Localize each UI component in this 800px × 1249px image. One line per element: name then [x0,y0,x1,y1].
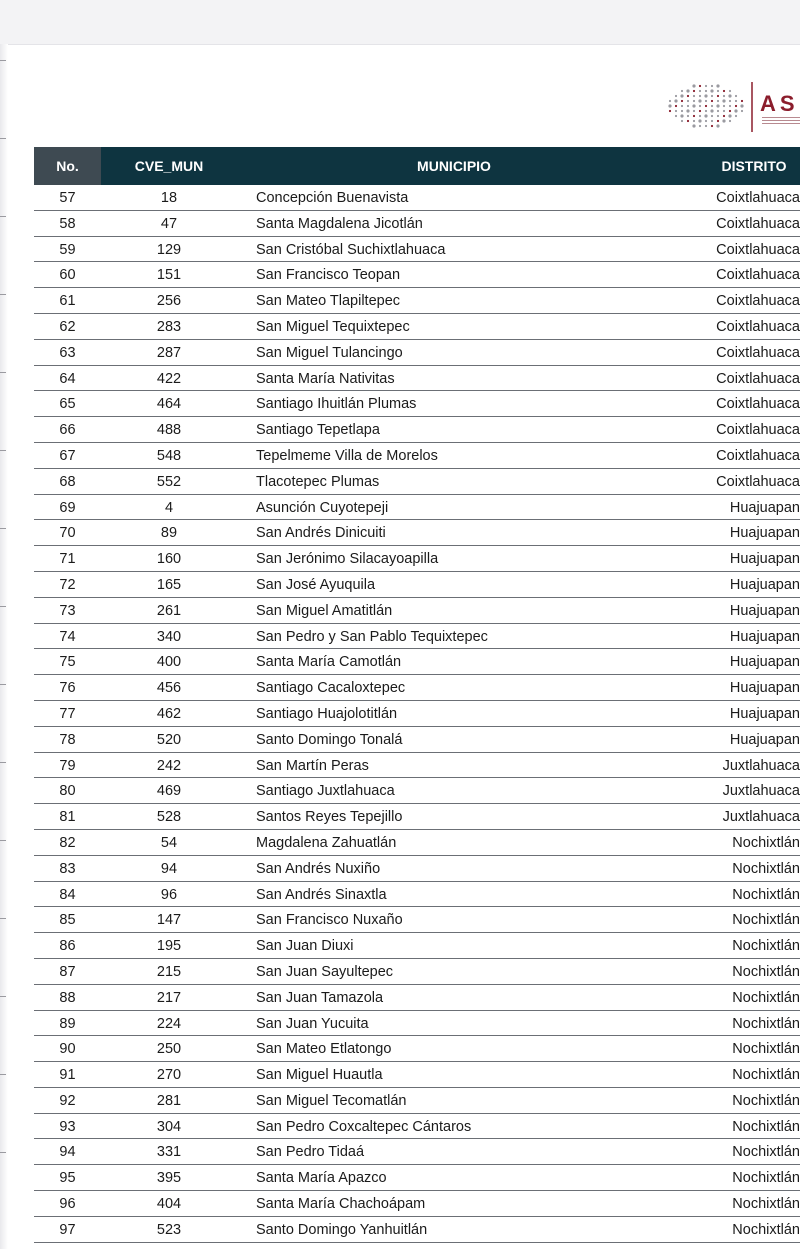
row-distrito: Coixtlahuaca [716,267,800,284]
table-row [34,1191,800,1217]
row-distrito: Nochixtlán [732,1015,800,1032]
row-municipio: San Pedro y San Pablo Tequixtepec [256,628,488,645]
row-number: 72 [59,576,76,593]
row-distrito: Nochixtlán [732,1221,800,1238]
table-row [34,546,800,572]
row-number: 96 [59,1196,76,1213]
logo-acronym: AS [760,91,799,116]
row-distrito: Huajuapan [729,499,800,516]
row-number: 61 [59,293,76,310]
row-number: 79 [59,757,76,774]
row-number: 58 [59,215,76,232]
row-cve-mun: 256 [156,293,182,310]
row-distrito: Coixtlahuaca [716,473,800,490]
row-number: 85 [59,912,76,929]
row-municipio: Santo Domingo Yanhuitlán [256,1221,428,1238]
row-cve-mun: 165 [156,576,182,593]
row-cve-mun: 96 [160,886,178,903]
row-municipio: San Francisco Nuxaño [256,912,403,929]
table-row [34,1036,800,1062]
row-distrito: Huajuapan [729,680,800,697]
header-distrito: DISTRITO [721,158,787,174]
row-number: 67 [59,447,76,464]
table-row [34,443,800,469]
row-distrito: Nochixtlán [732,912,800,929]
row-distrito: Huajuapan [729,654,800,671]
row-number: 70 [59,525,76,542]
row-cve-mun: 395 [156,1170,182,1187]
row-cve-mun: 523 [156,1221,182,1238]
row-municipio: San Jerónimo Silacayoapilla [256,551,439,568]
table-row [34,391,800,417]
row-cve-mun: 270 [156,1067,182,1084]
row-cve-mun: 217 [156,989,182,1006]
table-row [34,701,800,727]
header-cve-mun: CVE_MUN [134,158,204,174]
row-distrito: Huajuapan [729,705,800,722]
table-row [34,1165,800,1191]
table-row [34,675,800,701]
table-row [34,727,800,753]
header-municipio: MUNICIPIO [417,158,491,174]
row-distrito: Coixtlahuaca [716,344,800,361]
row-municipio: Santiago Ihuitlán Plumas [256,396,417,413]
row-number: 89 [59,1015,76,1032]
row-cve-mun: 462 [156,705,182,722]
row-municipio: San Martín Peras [256,757,369,774]
row-number: 93 [59,1118,76,1135]
table-row [34,933,800,959]
row-number: 88 [59,989,76,1006]
row-cve-mun: 47 [160,215,178,232]
table-row [34,959,800,985]
row-cve-mun: 250 [156,1041,182,1058]
table-row [34,262,800,288]
viewer-top-bar [0,0,800,45]
table-row [34,572,800,598]
row-number: 75 [59,654,76,671]
row-number: 60 [59,267,76,284]
row-distrito: Coixtlahuaca [716,370,800,387]
row-municipio: Santa María Nativitas [256,370,395,387]
table-row [34,1217,800,1243]
row-cve-mun: 469 [156,783,182,800]
table-row [34,882,800,908]
row-cve-mun: 224 [156,1015,182,1032]
row-distrito: Coixtlahuaca [716,190,800,206]
row-municipio: San Juan Sayultepec [256,963,394,980]
row-municipio: San Miguel Amatitlán [256,602,393,619]
row-cve-mun: 160 [156,551,182,568]
row-number: 80 [59,783,76,800]
row-cve-mun: 18 [160,190,178,206]
row-cve-mun: 242 [156,757,182,774]
row-number: 84 [59,886,76,903]
row-cve-mun: 304 [156,1118,182,1135]
row-municipio: San Mateo Tlapiltepec [256,293,401,310]
table-row [34,211,800,237]
table-row [34,417,800,443]
row-distrito: Juxtlahuaca [722,809,800,826]
row-municipio: Santiago Juxtlahuaca [256,783,395,800]
row-number: 90 [59,1041,76,1058]
table-row [34,1062,800,1088]
row-cve-mun: 283 [156,318,182,335]
row-cve-mun: 548 [156,447,182,464]
row-number: 68 [59,473,76,490]
row-distrito: Coixtlahuaca [716,447,800,464]
row-number: 97 [59,1221,76,1238]
row-cve-mun: 404 [156,1196,182,1213]
row-distrito: Huajuapan [729,731,800,748]
table-row [34,985,800,1011]
row-cve-mun: 488 [156,422,182,439]
row-municipio: Tlacotepec Plumas [256,473,380,490]
row-number: 63 [59,344,76,361]
row-distrito: Coixtlahuaca [716,293,800,310]
row-cve-mun: 195 [156,938,182,955]
row-distrito: Nochixtlán [732,1144,800,1161]
table-row [34,1114,800,1140]
row-distrito: Huajuapan [729,576,800,593]
row-municipio: San Miguel Tecomatlán [256,1092,407,1109]
row-cve-mun: 54 [160,834,178,851]
row-cve-mun: 422 [156,370,182,387]
row-number: 76 [59,680,76,697]
row-number: 66 [59,422,76,439]
row-cve-mun: 215 [156,963,182,980]
row-distrito: Nochixtlán [732,834,800,851]
row-municipio: San Juan Yucuita [256,1015,369,1032]
row-municipio: San Pedro Coxcaltepec Cántaros [256,1118,472,1135]
row-number: 87 [59,963,76,980]
row-cve-mun: 261 [156,602,182,619]
row-municipio: San Pedro Tidaá [256,1144,365,1161]
row-distrito: Nochixtlán [732,1041,800,1058]
row-number: 74 [59,628,76,645]
row-cve-mun: 528 [156,809,182,826]
row-number: 92 [59,1092,76,1109]
table-row [34,340,800,366]
row-distrito: Coixtlahuaca [716,241,800,258]
row-distrito: Juxtlahuaca [722,783,800,800]
row-number: 64 [59,370,76,387]
row-distrito: Nochixtlán [732,963,800,980]
row-municipio: Tepelmeme Villa de Morelos [256,447,438,464]
row-number: 82 [59,834,76,851]
row-number: 86 [59,938,76,955]
row-distrito: Nochixtlán [732,860,800,877]
row-municipio: Santa María Chachoápam [256,1196,426,1213]
table-row [34,856,800,882]
row-distrito: Juxtlahuaca [722,757,800,774]
row-number: 91 [59,1067,76,1084]
row-cve-mun: 331 [156,1144,182,1161]
row-cve-mun: 340 [156,628,182,645]
row-municipio: San José Ayuquila [256,576,376,593]
row-cve-mun: 520 [156,731,182,748]
table-row [34,469,800,495]
row-distrito: Coixtlahuaca [716,422,800,439]
row-number: 83 [59,860,76,877]
row-number: 57 [59,190,76,206]
row-municipio: Santiago Cacaloxtepec [256,680,406,697]
row-number: 94 [59,1144,76,1161]
row-distrito: Huajuapan [729,551,800,568]
row-distrito: Nochixtlán [732,886,800,903]
table-row [34,1088,800,1114]
table-row [34,495,800,521]
row-cve-mun: 147 [156,912,182,929]
page-edge-marks [0,50,6,1249]
table-header [34,147,800,185]
logo-subtitle-lines [762,117,800,125]
row-cve-mun: 456 [156,680,182,697]
table-row [34,624,800,650]
row-municipio: San Andrés Dinicuiti [256,525,386,542]
header-no: No. [34,147,101,185]
row-distrito: Coixtlahuaca [716,396,800,413]
row-number: 59 [59,241,76,258]
table-row [34,649,800,675]
row-municipio: Santo Domingo Tonalá [256,731,403,748]
row-municipio: San Cristóbal Suchixtlahuaca [256,241,446,258]
row-distrito: Coixtlahuaca [716,215,800,232]
row-distrito: Nochixtlán [732,989,800,1006]
row-cve-mun: 4 [164,499,174,516]
row-municipio: San Juan Tamazola [256,989,384,1006]
row-distrito: Nochixtlán [732,1196,800,1213]
row-distrito: Nochixtlán [732,938,800,955]
row-cve-mun: 94 [160,860,178,877]
row-municipio: San Francisco Teopan [256,267,401,284]
row-number: 73 [59,602,76,619]
table-row [34,520,800,546]
row-municipio: Santiago Tepetlapa [256,422,380,439]
row-distrito: Coixtlahuaca [716,318,800,335]
row-distrito: Huajuapan [729,525,800,542]
row-cve-mun: 464 [156,396,182,413]
row-cve-mun: 151 [156,267,182,284]
row-cve-mun: 89 [160,525,178,542]
table-row [34,185,800,211]
row-number: 78 [59,731,76,748]
row-distrito: Nochixtlán [732,1092,800,1109]
row-municipio: Santa María Camotlán [256,654,402,671]
table-row [34,598,800,624]
row-number: 65 [59,396,76,413]
row-municipio: Santa María Apazco [256,1170,387,1187]
table-row [34,830,800,856]
row-municipio: Santiago Huajolotitlán [256,705,398,722]
row-number: 77 [59,705,76,722]
row-cve-mun: 400 [156,654,182,671]
row-number: 95 [59,1170,76,1187]
row-number: 81 [59,809,76,826]
table-row [34,753,800,779]
row-municipio: Asunción Cuyotepeji [256,499,389,516]
table-row [34,314,800,340]
row-municipio: San Mateo Etlatongo [256,1041,392,1058]
row-distrito: Huajuapan [729,628,800,645]
row-municipio: Santos Reyes Tepejillo [256,809,403,826]
row-municipio: San Juan Diuxi [256,938,354,955]
row-municipio: San Miguel Huautla [256,1067,383,1084]
row-cve-mun: 129 [156,241,182,258]
row-municipio: Santa Magdalena Jicotlán [256,215,423,232]
table-row [34,288,800,314]
table-row [34,804,800,830]
row-distrito: Nochixtlán [732,1118,800,1135]
row-number: 69 [59,499,76,516]
row-municipio: Magdalena Zahuatlán [256,834,397,851]
table-row [34,1011,800,1037]
row-municipio: San Andrés Nuxiño [256,860,381,877]
table-row [34,907,800,933]
row-cve-mun: 552 [156,473,182,490]
table-row [34,237,800,263]
row-municipio: Concepción Buenavista [256,190,409,206]
row-distrito: Nochixtlán [732,1170,800,1187]
row-municipio: San Miguel Tulancingo [256,344,403,361]
row-distrito: Huajuapan [729,602,800,619]
row-number: 62 [59,318,76,335]
table-row [34,1139,800,1165]
row-municipio: San Andrés Sinaxtla [256,886,387,903]
table-body [34,185,800,1243]
row-cve-mun: 287 [156,344,182,361]
table-row [34,366,800,392]
row-municipio: San Miguel Tequixtepec [256,318,410,335]
row-cve-mun: 281 [156,1092,182,1109]
row-number: 71 [59,551,76,568]
table-row [34,778,800,804]
row-distrito: Nochixtlán [732,1067,800,1084]
